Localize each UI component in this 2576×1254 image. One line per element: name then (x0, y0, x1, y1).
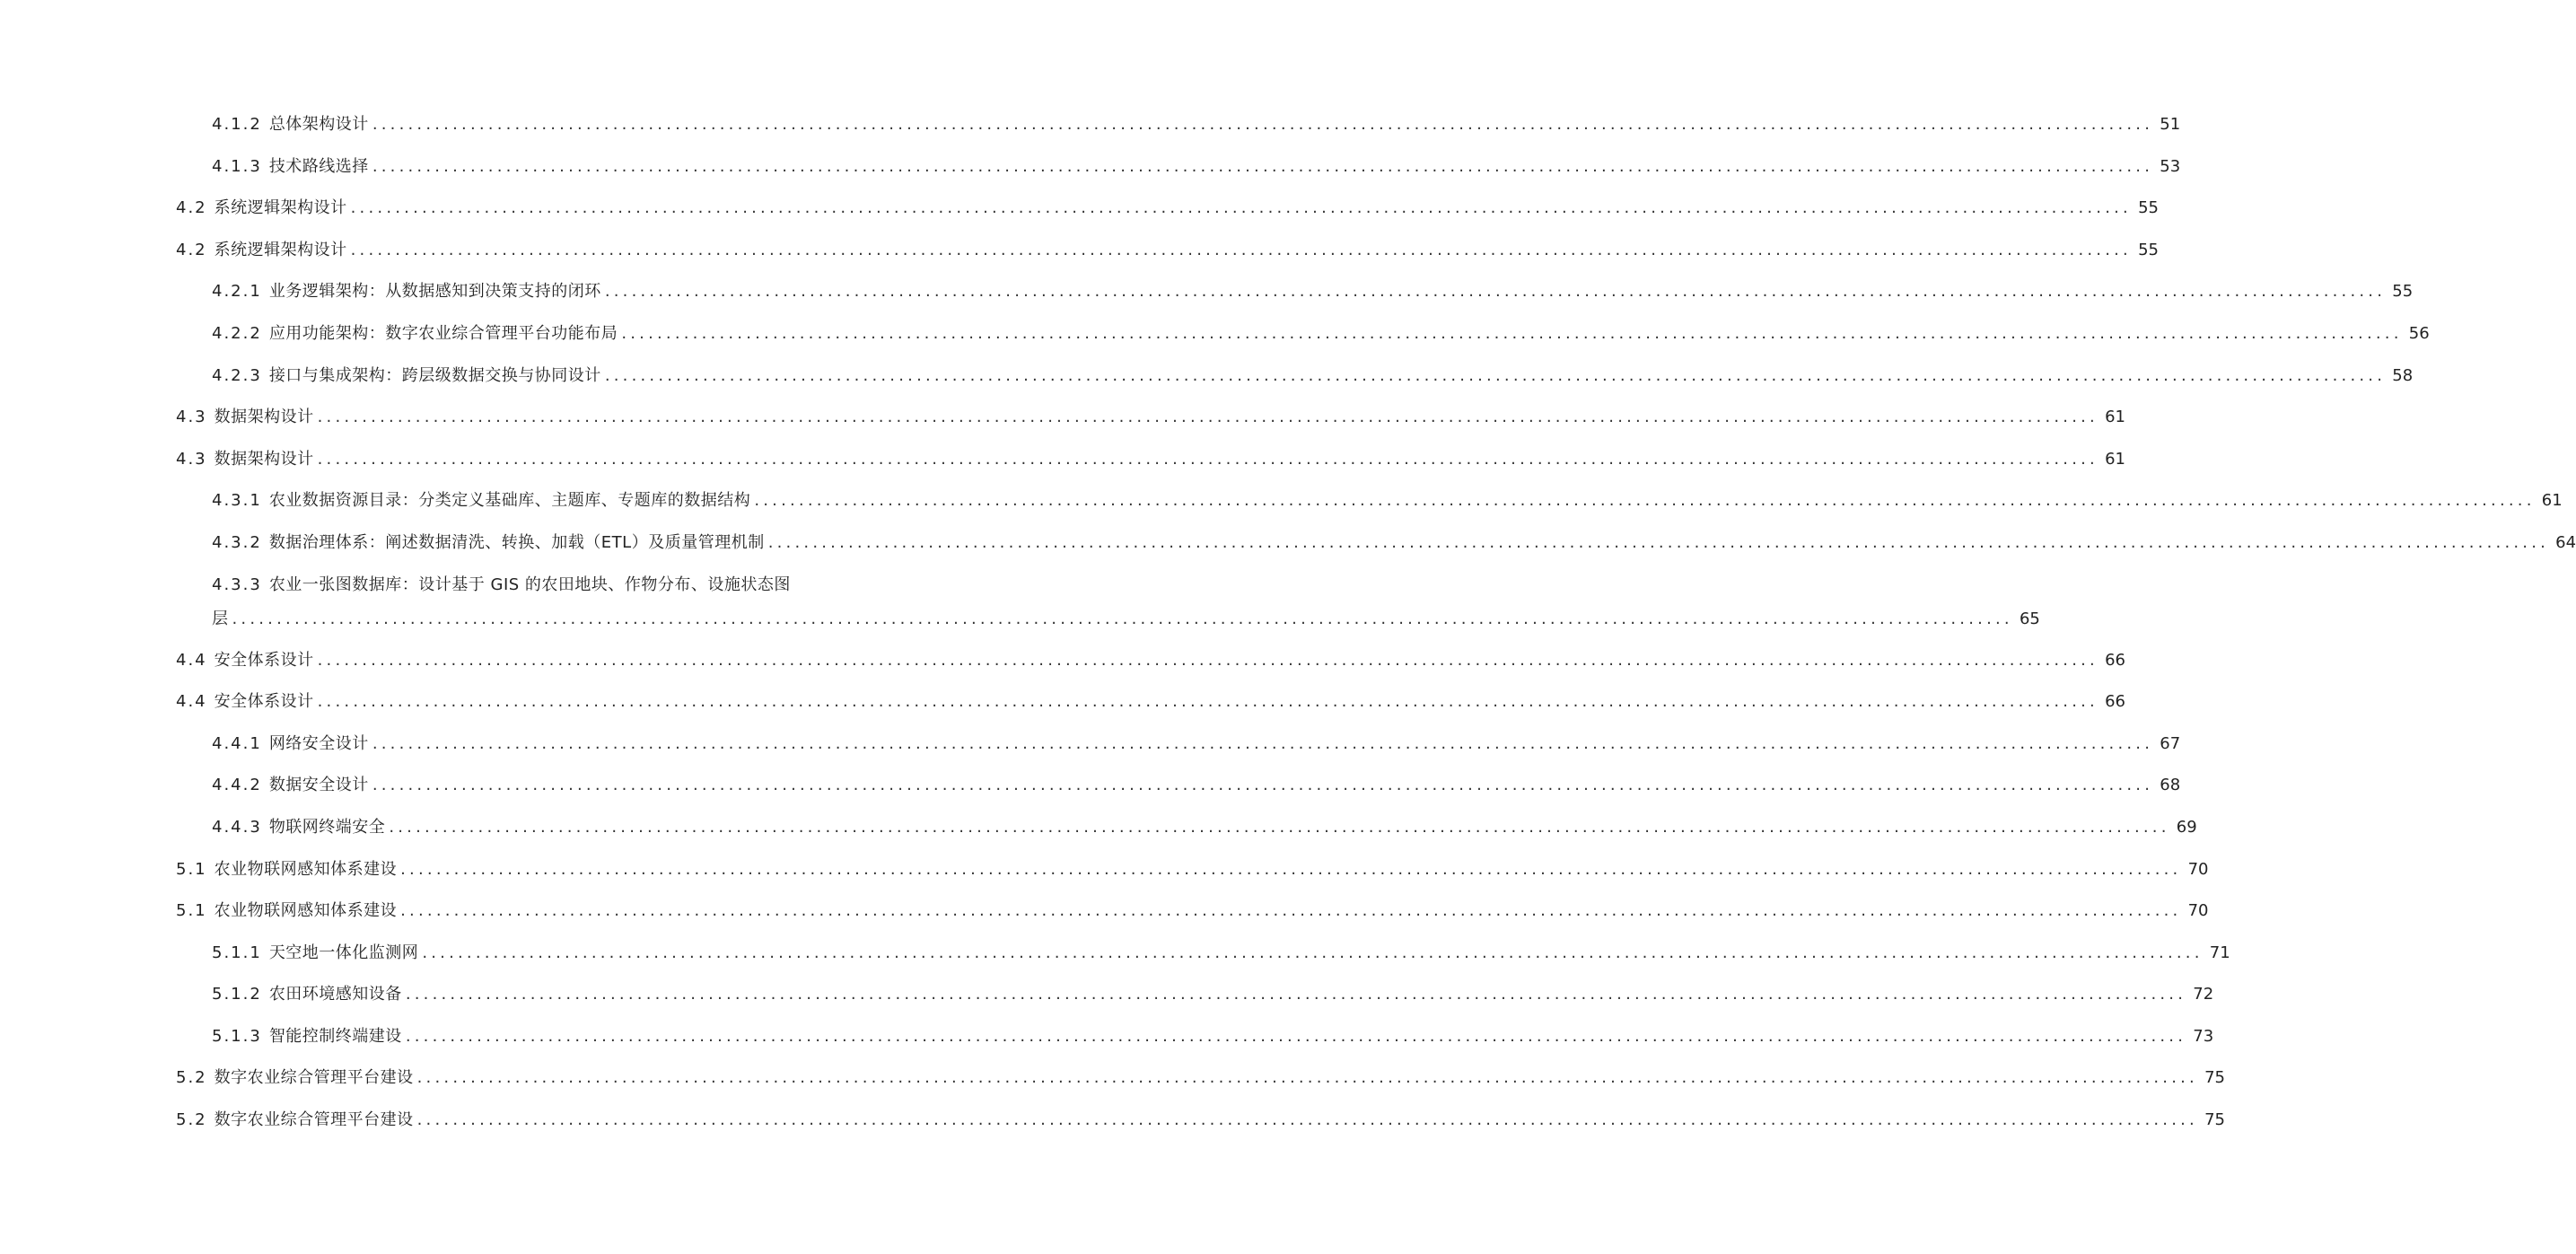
toc-leader-dots: ........................................................................................................................................................................................................ (372, 115, 2154, 134)
toc-entry[interactable] (0, 933, 2230, 975)
toc-leader-dots: ........................................................................................................................................................................................................ (604, 365, 2387, 385)
toc-leader-dots: ........................................................................................................................................................................................................ (389, 817, 2170, 837)
toc-entry-title: 数字农业综合管理平台建设 (214, 1068, 414, 1088)
toc-page-number: 72 (2193, 985, 2214, 1004)
toc-leader-dots: ........................................................................................................................................................................................................ (372, 733, 2154, 753)
toc-entry-label (176, 681, 314, 723)
toc-entry-title: 农业一张图数据库：设计基于 GIS 的农田地块、作物分布、设施状态图 (268, 574, 791, 594)
toc-page-number: 53 (2160, 156, 2181, 176)
toc-entry[interactable] (0, 146, 2181, 189)
toc-entry-title-continued: 层 (212, 609, 229, 628)
toc-entry[interactable] (0, 522, 2576, 565)
toc-leader-dots: ........................................................................................................................................................................................................ (372, 156, 2154, 176)
toc-entry-number: 5.2 (176, 1068, 207, 1088)
toc-entry[interactable] (0, 104, 2181, 146)
toc-page-number: 55 (2138, 240, 2159, 259)
toc-entry-number: 5.1.1 (212, 943, 262, 962)
toc-page-number: 64 (2555, 532, 2576, 552)
toc-entry-number: 4.2 (176, 198, 207, 218)
toc-entry-title: 数据架构设计 (214, 449, 314, 469)
toc-page-number: 55 (2392, 282, 2414, 302)
toc-entry-title: 应用功能架构：数字农业综合管理平台功能布局 (268, 323, 618, 343)
toc-entry-label (176, 890, 397, 933)
toc-entry[interactable] (0, 230, 2159, 272)
toc-entry-number: 5.1.3 (212, 1026, 262, 1046)
toc-entry-title: 数字农业综合管理平台建设 (214, 1110, 414, 1130)
toc-entry-title: 物联网终端安全 (268, 817, 386, 837)
toc-entry-number: 4.3.1 (212, 491, 262, 511)
toc-entry[interactable] (0, 480, 2563, 522)
toc-entry[interactable] (0, 355, 2414, 398)
toc-leader-dots: ........................................................................................................................................................................................................ (754, 491, 2536, 511)
toc-entry[interactable] (0, 439, 2125, 481)
toc-entry-number: 4.2.1 (212, 282, 262, 302)
toc-page-number: 58 (2392, 365, 2414, 385)
toc-entry[interactable] (0, 723, 2181, 766)
toc-entry-title: 农田环境感知设备 (268, 985, 402, 1004)
toc-leader-dots: ........................................................................................................................................................................................................ (400, 859, 2182, 879)
toc-entry-label (176, 230, 347, 272)
toc-entry-number: 4.3 (176, 408, 207, 427)
toc-entry-number: 4.1.2 (212, 115, 262, 134)
toc-page-number: 69 (2176, 817, 2197, 837)
toc-entry-number: 5.1.2 (212, 985, 262, 1004)
toc-entry-title: 网络安全设计 (268, 733, 369, 753)
toc-entry-number: 4.4.1 (212, 733, 262, 753)
toc-entry[interactable] (0, 765, 2181, 807)
toc-entry[interactable] (0, 1100, 2225, 1142)
toc-entry[interactable] (0, 313, 2430, 355)
toc-entry[interactable] (0, 565, 2040, 640)
toc-entry[interactable] (0, 188, 2159, 230)
toc-entry-label (212, 1016, 402, 1058)
toc-page-number: 51 (2160, 115, 2181, 134)
toc-leader-dots: ........................................................................................................................................................................................................ (422, 943, 2204, 962)
toc-entry-number: 5.1 (176, 901, 207, 921)
toc-entry-label (212, 723, 369, 766)
toc-entry[interactable] (0, 1057, 2225, 1100)
toc-entry-number: 5.2 (176, 1110, 207, 1130)
toc-page-number: 66 (2105, 692, 2125, 712)
toc-leader-dots: ........................................................................................................................................................................................................ (350, 240, 2132, 259)
toc-entry-title: 数据治理体系：阐述数据清洗、转换、加载（ETL）及质量管理机制 (268, 532, 765, 552)
toc-page-number: 73 (2193, 1026, 2214, 1046)
toc-entry-number: 4.3 (176, 449, 207, 469)
toc-entry-number: 4.4 (176, 692, 207, 712)
toc-entry-title: 数据架构设计 (214, 408, 314, 427)
toc-entry-title: 技术路线选择 (268, 156, 369, 176)
toc-entry-label (212, 271, 601, 313)
toc-entry-title: 农业物联网感知体系建设 (214, 859, 398, 879)
toc-page-number: 66 (2105, 650, 2125, 670)
toc-page-number: 65 (2019, 609, 2040, 628)
toc-page-number: 70 (2187, 901, 2209, 921)
toc-entry-number: 5.1 (176, 859, 207, 879)
toc-entry-title: 农业数据资源目录：分类定义基础库、主题库、专题库的数据结构 (268, 491, 751, 511)
toc-page-number: 75 (2204, 1068, 2225, 1088)
toc-entry-title: 天空地一体化监测网 (268, 943, 419, 962)
toc-entry-number: 4.2.3 (212, 365, 262, 385)
toc-page-number: 71 (2209, 943, 2230, 962)
toc-page-number: 61 (2105, 449, 2125, 469)
toc-entry-label (176, 640, 314, 682)
toc-entry-title: 接口与集成架构：跨层级数据交换与协同设计 (268, 365, 601, 385)
toc-leader-dots: ........................................................................................................................................................................................................ (232, 609, 2013, 628)
toc-leader-dots: ........................................................................................................................................................................................................ (416, 1110, 2198, 1130)
toc-entry-number: 4.1.3 (212, 156, 262, 176)
toc-leader-dots: ........................................................................................................................................................................................................ (317, 408, 2098, 427)
toc-entry[interactable] (0, 890, 2209, 933)
toc-entry[interactable] (0, 681, 2125, 723)
toc-page-number: 67 (2160, 733, 2181, 753)
toc-entry-number: 4.3.2 (212, 532, 262, 552)
toc-entry[interactable] (0, 807, 2197, 849)
toc-leader-dots: ........................................................................................................................................................................................................ (767, 532, 2550, 552)
toc-page-number: 68 (2160, 776, 2181, 795)
toc-entry-label (212, 522, 765, 565)
toc-page-number: 75 (2204, 1110, 2225, 1130)
toc-entry[interactable] (0, 397, 2125, 439)
toc-page-number: 61 (2541, 491, 2563, 511)
toc-entry-label (212, 480, 750, 522)
toc-leader-dots: ........................................................................................................................................................................................................ (317, 692, 2098, 712)
toc-entry-number: 4.4.2 (212, 776, 262, 795)
toc-entry-label (212, 104, 369, 146)
toc-leader-dots: ........................................................................................................................................................................................................ (416, 1068, 2198, 1088)
toc-entry-title: 安全体系设计 (214, 692, 314, 712)
toc-entry-label (212, 355, 601, 398)
toc-leader-dots: ........................................................................................................................................................................................................ (604, 282, 2387, 302)
toc-entry-label (176, 1057, 414, 1100)
toc-entry-number: 4.4 (176, 650, 207, 670)
toc-page-number: 55 (2138, 198, 2159, 218)
toc-entry-title: 系统逻辑架构设计 (214, 240, 347, 259)
table-of-contents (0, 104, 2576, 1142)
toc-leader-dots: ........................................................................................................................................................................................................ (350, 198, 2132, 218)
toc-leader-dots: ........................................................................................................................................................................................................ (405, 985, 2187, 1004)
toc-entry[interactable] (0, 271, 2414, 313)
toc-entry-number: 4.2.2 (212, 323, 262, 343)
toc-entry-label (212, 146, 369, 189)
toc-entry[interactable] (0, 1016, 2214, 1058)
toc-page-number: 70 (2187, 859, 2209, 879)
toc-entry-number: 4.4.3 (212, 817, 262, 837)
toc-entry-label (176, 439, 314, 481)
toc-entry-title: 总体架构设计 (268, 115, 369, 134)
toc-entry-title: 安全体系设计 (214, 650, 314, 670)
toc-entry-title: 系统逻辑架构设计 (214, 198, 347, 218)
toc-entry-title: 数据安全设计 (268, 776, 369, 795)
toc-entry-label (212, 765, 369, 807)
toc-entry-label (212, 313, 618, 355)
toc-entry-label (176, 188, 347, 230)
toc-entry[interactable] (0, 640, 2125, 682)
toc-entry-label (176, 1100, 414, 1142)
toc-leader-dots: ........................................................................................................................................................................................................ (372, 776, 2154, 795)
toc-entry-label (212, 807, 385, 849)
toc-leader-dots: ........................................................................................................................................................................................................ (317, 650, 2098, 670)
toc-page-number: 61 (2105, 408, 2125, 427)
toc-entry-title: 农业物联网感知体系建设 (214, 901, 398, 921)
toc-entry-label (176, 397, 314, 439)
toc-entry-label (212, 933, 418, 975)
toc-entry-label (212, 974, 402, 1016)
toc-leader-dots: ........................................................................................................................................................................................................ (405, 1026, 2187, 1046)
toc-entry-number: 4.2 (176, 240, 207, 259)
toc-leader-dots: ........................................................................................................................................................................................................ (400, 901, 2182, 921)
toc-entry-label (176, 849, 397, 891)
toc-entry[interactable] (0, 849, 2209, 891)
toc-entry-title: 智能控制终端建设 (268, 1026, 402, 1046)
toc-entry-number: 4.3.3 (212, 574, 262, 594)
toc-leader-dots: ........................................................................................................................................................................................................ (317, 449, 2098, 469)
toc-entry[interactable] (0, 974, 2214, 1016)
toc-page-number: 56 (2408, 323, 2430, 343)
toc-entry-title: 业务逻辑架构：从数据感知到决策支持的闭环 (268, 282, 601, 302)
toc-leader-dots: ........................................................................................................................................................................................................ (621, 323, 2403, 343)
